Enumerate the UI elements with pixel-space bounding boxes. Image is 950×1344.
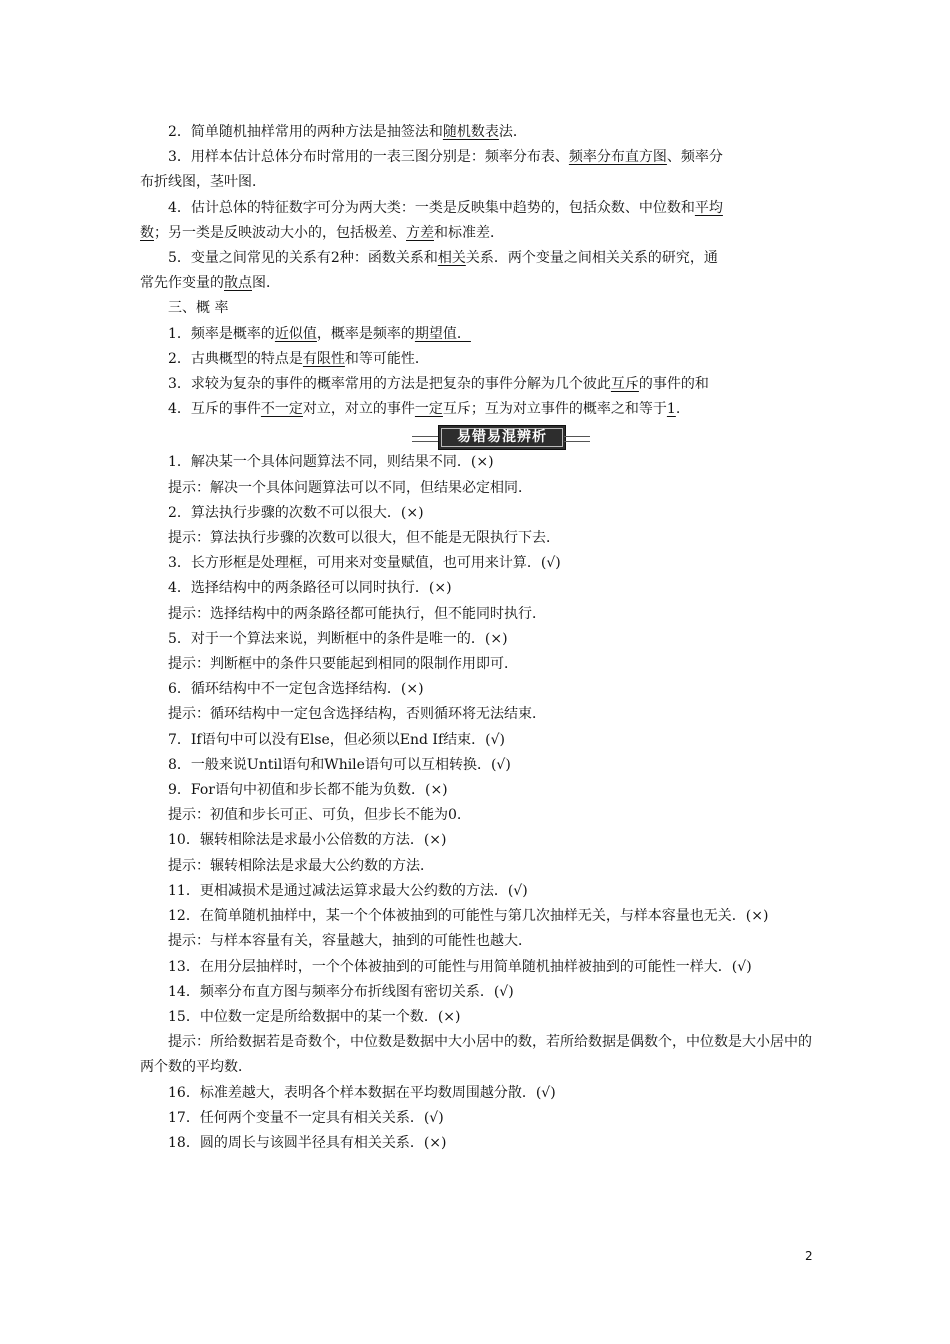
probability-line-3: [140, 372, 820, 397]
text: 常先作变量的: [140, 275, 224, 292]
probability-line-2: [140, 347, 820, 372]
text: 3．用样本估计总体分布时常用的一表三图分别是：频率分布表、: [168, 149, 569, 166]
page-content: [140, 120, 820, 1156]
hint-line: 提示：判断框中的条件只要能起到相同的限制作用即可．: [168, 656, 518, 673]
underlined-answer: 互斥: [610, 376, 639, 393]
list-item: 8．一般来说Until语句和While语句可以互相转换．(√): [168, 756, 511, 773]
list-item: 6．循环结构中不一定包含选择结构．(×): [168, 681, 424, 698]
summary-line-2-cont: 布折线图，茎叶图．: [140, 174, 266, 191]
banner-right-rule: [564, 436, 590, 442]
underlined-answer: 数: [140, 224, 154, 241]
banner-left-rule: [412, 436, 438, 442]
underlined-answer: 平均: [694, 199, 723, 216]
hint-line: 提示：循环结构中一定包含选择结构，否则循环将无法结束．: [168, 706, 546, 723]
list-item: 15．中位数一定是所给数据中的某一个数．(×): [168, 1008, 461, 1025]
summary-line-3: [140, 196, 820, 221]
text: 2．简单随机抽样常用的两种方法是抽签法和: [168, 124, 443, 140]
text: 法．: [498, 124, 527, 140]
hint-line: 提示：辗转相除法是求最大公约数的方法．: [168, 857, 434, 874]
text: 互斥；互为对立事件的概率之和等于: [442, 401, 667, 418]
underlined-answer: 散点: [224, 275, 252, 292]
list-item: 5．对于一个算法来说，判断框中的条件是唯一的．(×): [168, 630, 508, 647]
hint-line: 提示：算法执行步骤的次数可以很大，但不能是无限执行下去．: [168, 530, 560, 547]
text: 的事件的和: [638, 376, 709, 393]
list-item: 9．For语句中初值和步长都不能为负数．(×): [168, 782, 448, 799]
hint-line: 提示：所给数据若是奇数个，中位数是数据中大小居中的数，若所给数据是偶数个，中位数是大小居中的两个数的平均数．: [140, 1034, 812, 1076]
text: 、频率分: [666, 149, 723, 166]
list-item: 11．更相减损术是通过减法运算求最大公约数的方法．(√): [168, 882, 528, 899]
hint-line: 提示：初值和步长可正、可负，但步长不能为0.: [168, 807, 462, 824]
text: ，概率是频率的: [316, 325, 415, 342]
underlined-answer: 1: [666, 401, 676, 418]
underlined-answer: 期望值．: [414, 325, 471, 342]
list-item: 4．选择结构中的两条路径可以同时执行．(×): [168, 580, 452, 597]
list-item: 17．任何两个变量不一定具有相关关系．(√): [168, 1109, 444, 1126]
text: 5．变量之间常见的关系有2种：函数关系和: [168, 250, 438, 267]
underlined-answer: 频率分布直方图: [568, 149, 667, 166]
underlined-answer: 随机数表: [442, 124, 499, 140]
hint-line: 提示：与样本容量有关，容量越大，抽到的可能性也越大．: [168, 933, 532, 950]
text: 图．: [252, 275, 280, 292]
summary-line-2: [140, 145, 820, 170]
hint-line: 提示：选择结构中的两条路径都可能执行，但不能同时执行．: [168, 605, 546, 622]
text: 和标准差．: [434, 224, 504, 241]
text: 和等可能性．: [344, 350, 429, 367]
text: .: [675, 401, 681, 418]
text: ；另一类是反映波动大小的，包括极差、: [154, 224, 406, 241]
text: 4．互斥的事件: [168, 401, 261, 418]
underlined-answer: 一定: [414, 401, 443, 418]
probability-line-1: [140, 322, 820, 347]
list-item: 2．算法执行步骤的次数不可以很大．(×): [168, 504, 424, 521]
text: 4．估计总体的特征数字可分为两大类：一类是反映集中趋势的，包括众数、中位数和: [168, 199, 695, 216]
hint-line: 提示：解决一个具体问题算法可以不同，但结果必定相同．: [168, 479, 532, 496]
text: 2．古典概型的特点是: [168, 350, 303, 367]
underlined-answer: 近似值: [274, 325, 317, 342]
list-item: 14．频率分布直方图与频率分布折线图有密切关系．(√): [168, 983, 514, 1000]
underlined-answer: 有限性: [302, 350, 345, 367]
list-item: 16．标准差越大，表明各个样本数据在平均数周围越分散．(√): [168, 1084, 556, 1101]
probability-line-4: [140, 397, 820, 422]
banner-title: 易错易混辨析: [438, 425, 566, 450]
section-banner: [140, 424, 820, 450]
summary-line-3-cont: [140, 221, 820, 246]
list-item: 7．If语句中可以没有Else，但必须以End If结束．(√): [168, 731, 505, 748]
list-item: 10．辗转相除法是求最小公倍数的方法．(×): [168, 832, 447, 849]
list-item: 1．解决某一个具体问题算法不同，则结果不同．(×): [168, 454, 494, 471]
text: 3．求较为复杂的事件的概率常用的方法是把复杂的事件分解为几个彼此: [168, 376, 611, 393]
page-number: 2: [805, 1249, 813, 1263]
list-item: 18．圆的周长与该圆半径具有相关关系．(×): [168, 1134, 447, 1151]
summary-line-1: [140, 120, 820, 145]
underlined-answer: 相关: [437, 250, 466, 267]
underlined-answer: 不一定: [260, 401, 303, 418]
underlined-answer: 方差: [406, 224, 434, 241]
text: 对立，对立的事件: [302, 401, 415, 418]
summary-line-4: [140, 246, 820, 271]
section-heading-probability: 三、概 率: [168, 300, 229, 317]
summary-line-4-cont: [140, 271, 820, 296]
text: 关系．两个变量之间相关关系的研究，通: [465, 250, 718, 267]
list-item: 13．在用分层抽样时，一个个体被抽到的可能性与用简单随机抽样被抽到的可能性一样大．(√): [168, 958, 752, 975]
list-item: 3．长方形框是处理框，可用来对变量赋值，也可用来计算．(√): [168, 555, 561, 572]
text: 1．频率是概率的: [168, 325, 275, 342]
list-item: 12．在简单随机抽样中，某一个个体被抽到的可能性与第几次抽样无关，与样本容量也无关．(×): [168, 908, 769, 925]
